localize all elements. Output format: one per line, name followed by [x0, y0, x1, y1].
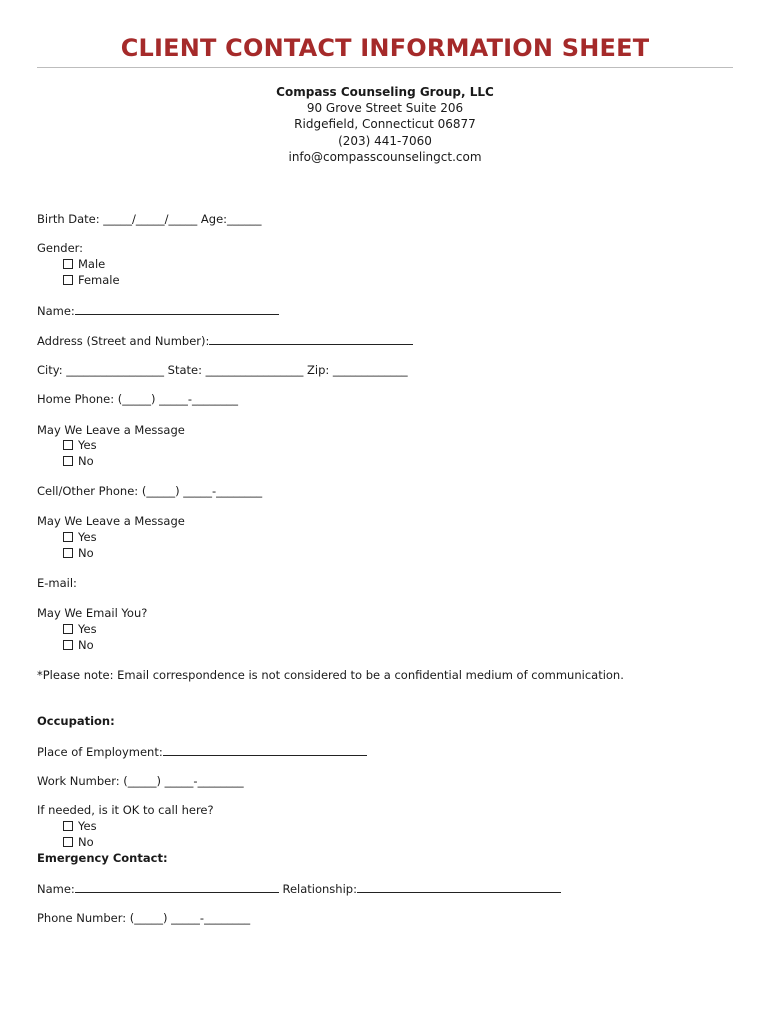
org-city: Ridgefield, Connecticut 06877 [294, 117, 476, 132]
page-title: CLIENT CONTACT INFORMATION SHEET [120, 34, 650, 62]
org-street: 90 Grove Street Suite 206 [306, 101, 464, 116]
ok-to-call-label: If needed, is it OK to call here? [37, 803, 214, 817]
cell-message-no[interactable] [63, 546, 94, 560]
emergency-name-label: Name: [37, 882, 75, 896]
emergency-heading: Emergency Contact: [37, 851, 168, 865]
employment-blank[interactable] [163, 744, 367, 756]
home-message-yes[interactable] [63, 438, 97, 452]
checkbox-icon[interactable] [63, 821, 73, 831]
home-message-label: May We Leave a Message [37, 423, 185, 437]
org-email: info@compasscounselingct.com [288, 149, 482, 164]
ok-to-call-yes[interactable] [63, 819, 97, 833]
emergency-name-blank[interactable] [75, 881, 279, 893]
checkbox-icon[interactable] [63, 837, 73, 847]
email-permission-yes[interactable] [63, 622, 97, 636]
employment-field[interactable] [37, 744, 367, 759]
gender-option-male[interactable] [63, 257, 105, 271]
address-blank[interactable] [209, 333, 413, 345]
name-field[interactable] [37, 303, 279, 318]
option-label: No [78, 638, 94, 652]
option-label: No [78, 546, 94, 560]
checkbox-icon[interactable] [63, 548, 73, 558]
name-label: Name: [37, 304, 75, 318]
email-permission-label: May We Email You? [37, 606, 148, 620]
relationship-blank[interactable] [357, 881, 561, 893]
emergency-phone-field[interactable]: Phone Number: (_____) _____-________ [37, 911, 251, 925]
option-label: Female [78, 273, 120, 287]
home-phone-field[interactable]: Home Phone: (_____) _____-________ [37, 392, 239, 406]
occupation-heading: Occupation: [37, 714, 115, 728]
cell-message-yes[interactable] [63, 530, 97, 544]
checkbox-icon[interactable] [63, 532, 73, 542]
checkbox-icon[interactable] [63, 624, 73, 634]
birth-date-field[interactable]: Birth Date: _____/_____/_____ Age:______ [37, 212, 262, 226]
option-label: Male [78, 257, 106, 271]
cell-phone-field[interactable]: Cell/Other Phone: (_____) _____-________ [37, 484, 263, 498]
checkbox-icon[interactable] [63, 275, 73, 285]
address-label: Address (Street and Number): [37, 334, 210, 348]
gender-option-female[interactable] [63, 273, 120, 287]
cell-message-label: May We Leave a Message [37, 514, 185, 528]
relationship-label: Relationship: [278, 882, 357, 896]
option-label: No [78, 835, 94, 849]
work-number-field[interactable]: Work Number: (_____) _____-________ [37, 774, 244, 788]
checkbox-icon[interactable] [63, 456, 73, 466]
ok-to-call-no[interactable] [63, 835, 94, 849]
org-phone: (203) 441-7060 [338, 133, 432, 148]
option-label: Yes [78, 530, 97, 544]
email-permission-no[interactable] [63, 638, 94, 652]
email-note: *Please note: Email correspondence is not considered to be a confidential medium of communication. [37, 668, 624, 682]
title-divider [37, 67, 733, 68]
emergency-name-relationship-field[interactable] [37, 881, 561, 896]
option-label: Yes [78, 622, 97, 636]
name-blank[interactable] [75, 303, 279, 315]
option-label: Yes [78, 438, 97, 452]
organization-block [0, 84, 770, 165]
checkbox-icon[interactable] [63, 640, 73, 650]
employment-label: Place of Employment: [37, 745, 163, 759]
org-name: Compass Counseling Group, LLC [276, 85, 494, 99]
address-field[interactable] [37, 333, 413, 348]
checkbox-icon[interactable] [63, 259, 73, 269]
email-field[interactable]: E-mail: [37, 576, 77, 590]
city-state-zip-field[interactable]: City: _________________ State: _________________ Zip: _____________ [37, 363, 408, 377]
option-label: No [78, 454, 94, 468]
checkbox-icon[interactable] [63, 440, 73, 450]
option-label: Yes [78, 819, 97, 833]
home-message-no[interactable] [63, 454, 94, 468]
gender-label: Gender: [37, 241, 84, 255]
